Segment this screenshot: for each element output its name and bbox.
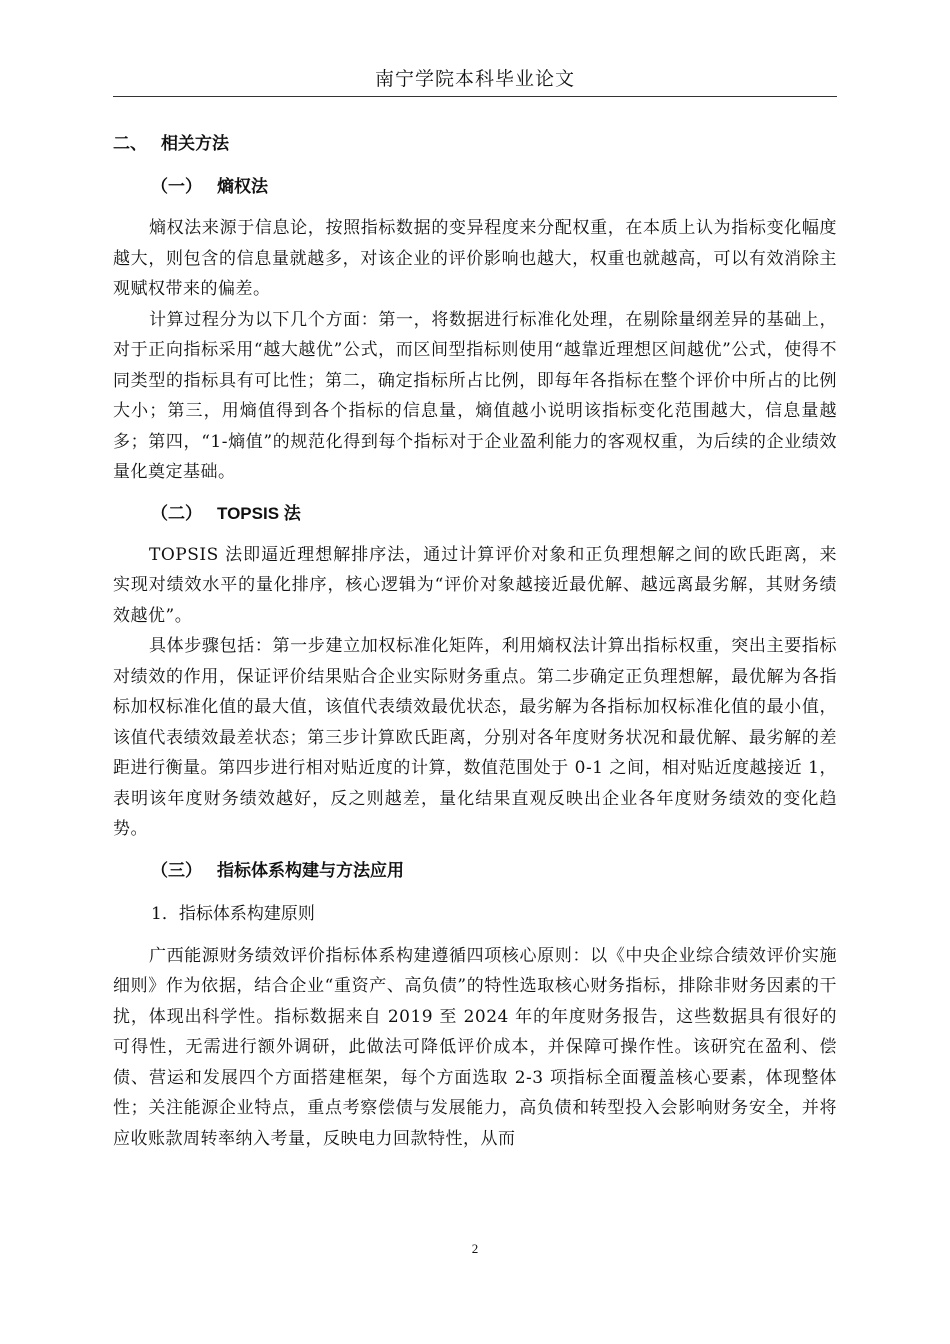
subsection-heading-entropy bbox=[151, 170, 837, 204]
subsection-title: 熵权法 bbox=[217, 177, 268, 197]
page-number: 2 bbox=[471, 1241, 479, 1256]
subsection-heading-indicators bbox=[151, 854, 837, 888]
subsection-number: （一） bbox=[151, 177, 202, 197]
section-title: 相关方法 bbox=[161, 134, 229, 154]
section-heading bbox=[113, 127, 837, 161]
section-number: 二、 bbox=[113, 134, 147, 154]
subsection-title: 指标体系构建与方法应用 bbox=[217, 860, 404, 881]
paragraph: TOPSIS 法即逼近理想解排序法，通过计算评价对象和正负理想解之间的欧氏距离，来实现对绩效水平的量化排序，核心逻辑为“评价对象越接近最优解、越远离最劣解，其财务绩效越优”。 bbox=[113, 544, 837, 626]
paragraph: 熵权法来源于信息论，按照指标数据的变异程度来分配权重，在本质上认为指标变化幅度越大，则包含的信息量就越多，对该企业的评价影响也越大，权重也就越高，可以有效消除主观赋权带来的偏差。 bbox=[113, 218, 837, 299]
header-divider bbox=[113, 96, 837, 97]
sub-subsection-heading: 1．指标体系构建原则 bbox=[151, 903, 315, 924]
running-header: 南宁学院本科毕业论文 bbox=[374, 68, 575, 90]
subsection-number: （三） bbox=[151, 860, 202, 881]
subsection-title: TOPSIS 法 bbox=[217, 503, 301, 523]
subsection-heading-topsis bbox=[151, 497, 837, 531]
page-body bbox=[113, 127, 837, 1154]
paragraph: 计算过程分为以下几个方面：第一，将数据进行标准化处理，在剔除量纲差异的基础上，对于正向指标采用“越大越优”公式，而区间型指标则使用“越靠近理想区间越优”公式，使得不同类型的指标具有可比性；第二，确定指标所占比例，即每年各指标在整个评价中所占的比例大小；第三，用熵值得到各个指标的信息量，熵值越小说明该指标变化范围越大，信息量越多；第四，“1-熵值”的规范化得到每个指标对于企业盈利能力的客观权重，为后续的企业绩效量化奠定基础。 bbox=[113, 309, 837, 482]
paragraph: 广西能源财务绩效评价指标体系构建遵循四项核心原则：以《中央企业综合绩效评价实施细则》作为依据，结合企业“重资产、高负债”的特性选取核心财务指标，排除非财务因素的干扰，体现出科学性。指标数据来自 2019 至 2024 年的年度财务报告，这些数据具有很好的可得性，无需进行额外调研，此做法可降低评价成本，并保障可操作性。该研究在盈利、偿债、营运和发展四个方面搭建框架，每个方面选取 2-3 项指标全面覆盖核心要素，体现整体性；关注能源企业特点，重点考察偿债与发展能力，高负债和转型投入会影响财务安全，并将应收账款周转率纳入考量，反映电力回款特性，从而 bbox=[113, 945, 837, 1149]
subsection-number: （二） bbox=[151, 503, 202, 524]
paragraph: 具体步骤包括：第一步建立加权标准化矩阵，利用熵权法计算出指标权重，突出主要指标对绩效的作用，保证评价结果贴合企业实际财务重点。第二步确定正负理想解，最优解为各指标加权标准化值的最大值，该值代表绩效最优状态，最劣解为各指标加权标准化值的最小值，该值代表绩效最差状态；第三步计算欧氏距离，分别对各年度财务状况和最优解、最劣解的差距进行衡量。第四步进行相对贴近度的计算，数值范围处于 0-1 之间，相对贴近度越接近 1，表明该年度财务绩效越好，反之则越差，量化结果直观反映出企业各年度财务绩效的变化趋势。 bbox=[113, 636, 837, 839]
